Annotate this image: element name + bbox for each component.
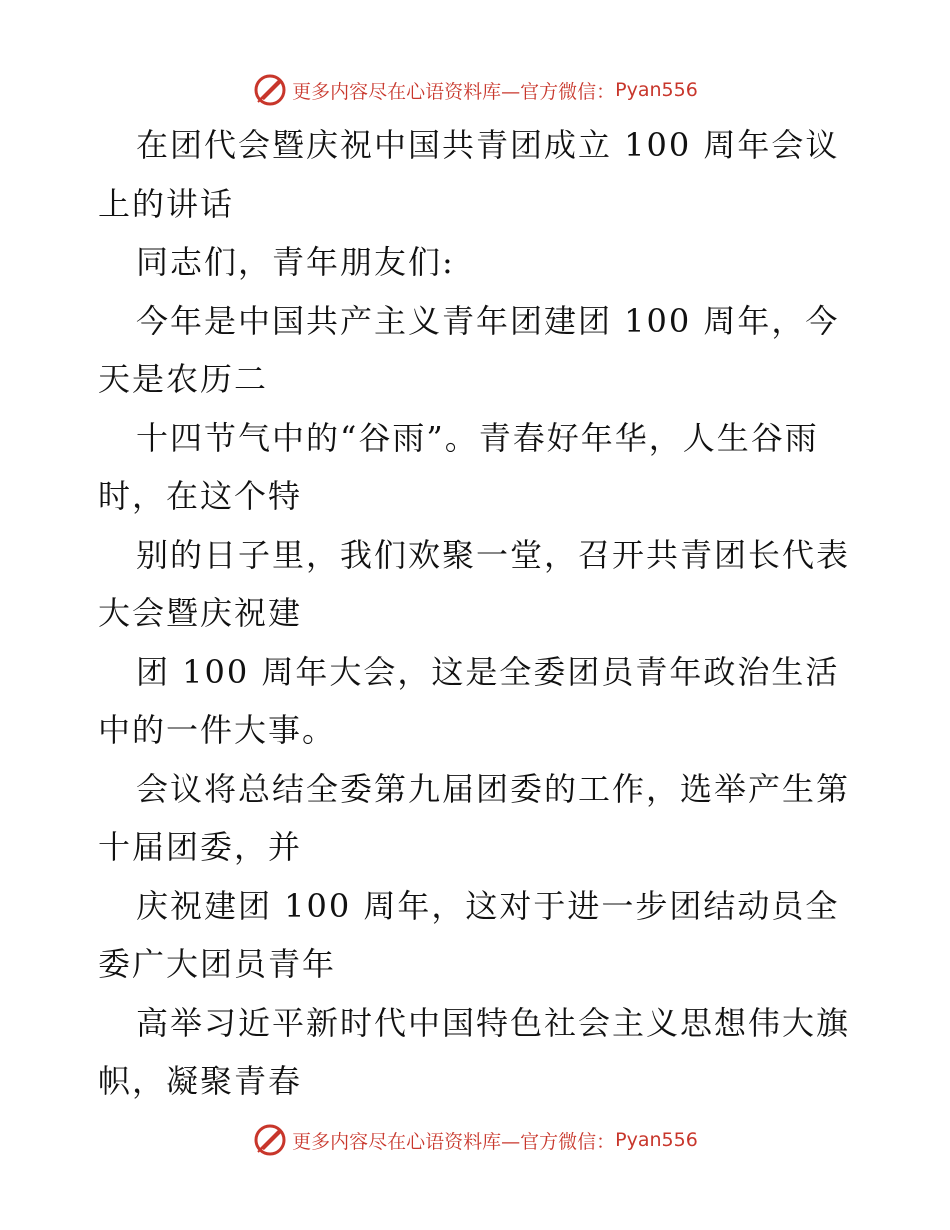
title-line-1: 在团代会暨庆祝中国共青团成立 100 周年会议 xyxy=(136,126,840,164)
text-line: 中的一件大事。 xyxy=(98,711,337,749)
text-line: 会议将总结全委第九届团委的工作，选举产生第 xyxy=(136,769,851,808)
text-line: 大会暨庆祝建 xyxy=(98,594,303,632)
text-line: 帜，凝聚青春 xyxy=(98,1062,303,1100)
salutation: 同志们，青年朋友们: xyxy=(136,243,455,281)
text-line: 天是农历二 xyxy=(98,360,269,398)
title-line-2: 上的讲话 xyxy=(98,184,235,223)
footer-banner xyxy=(0,1120,950,1160)
document-body xyxy=(98,116,858,1111)
text-line: 庆祝建团 100 周年，这对于进一步团结动员全 xyxy=(136,886,840,925)
text-line: 团 100 周年大会，这是全委团员青年政治生活 xyxy=(136,652,840,691)
text-line: 十届团委，并 xyxy=(98,828,303,866)
banner-text: 更多内容尽在心语资料库—官方微信： xyxy=(292,80,616,103)
text-line: 别的日子里，我们欢聚一堂，召开共青团长代表 xyxy=(136,535,851,574)
text-line: 委广大团员青年 xyxy=(98,945,337,983)
quill-pen-logo-icon xyxy=(252,1122,288,1158)
text-line: 时，在这个特 xyxy=(98,477,303,515)
banner-text: 更多内容尽在心语资料库—官方微信： xyxy=(292,1130,616,1153)
banner-wechat-id: Pyan556 xyxy=(615,79,698,101)
header-banner xyxy=(0,70,950,110)
text-line: 今年是中国共产主义青年团建团 100 周年，今 xyxy=(136,301,840,340)
banner-wechat-id: Pyan556 xyxy=(615,1129,698,1151)
text-line: 高举习近平新时代中国特色社会主义思想伟大旗 xyxy=(136,1003,851,1042)
quill-pen-logo-icon xyxy=(252,72,288,108)
text-line: 十四节气中的“谷雨”。青春好年华，人生谷雨 xyxy=(136,418,819,457)
